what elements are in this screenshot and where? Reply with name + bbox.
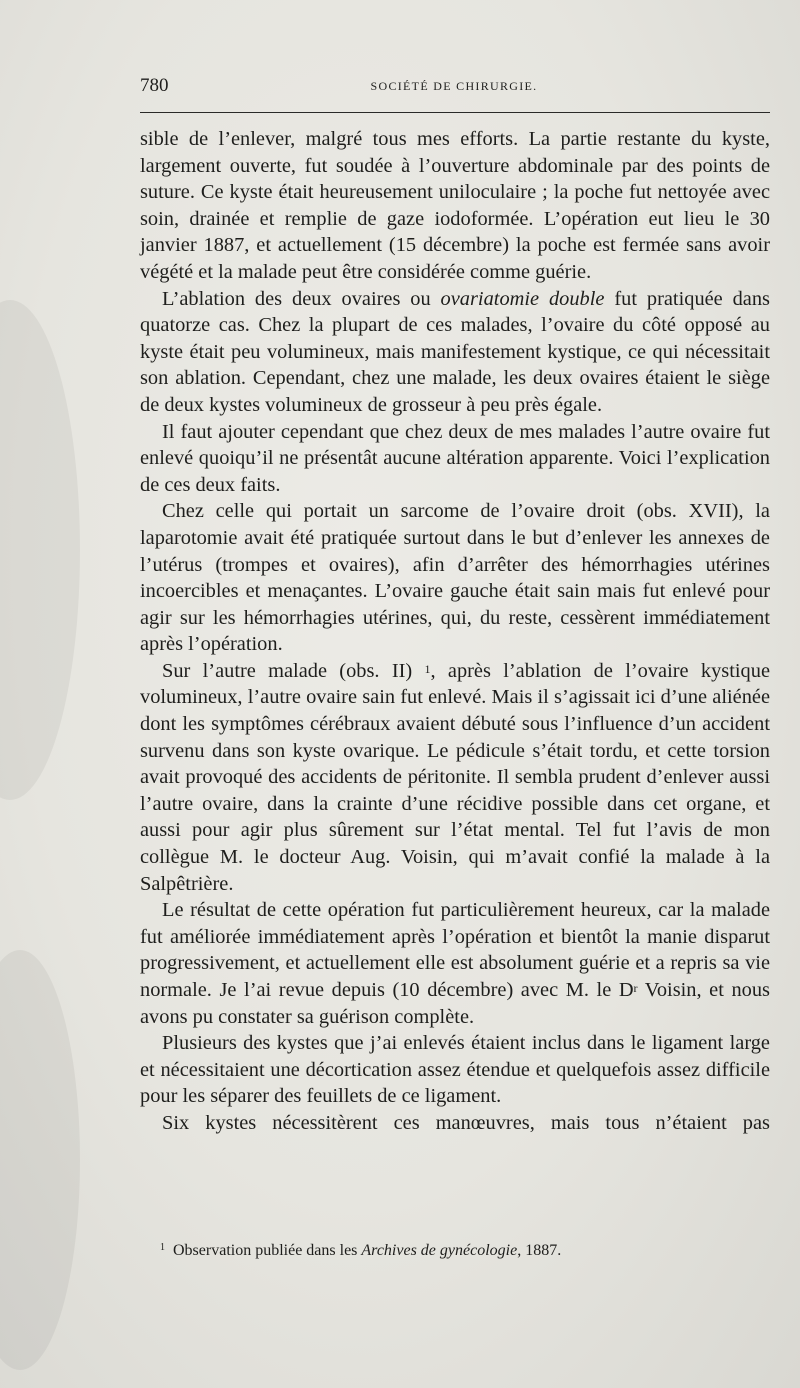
paragraph-2-text: fut pratiquée dans quatorze cas. Chez la plupart de ces malades, l’ovaire du côté opposé au kyste était peu volumineux, mais manifestement kystique, ce qui nécessitait son ablation. Cependant, chez une malade, les deux ovaires étaient le siège de deux kystes volumineux de grosseur à peu près égale. xyxy=(140,287,770,416)
footnote-marker: 1 xyxy=(160,1242,165,1253)
page-stain xyxy=(0,950,80,1370)
abbreviation-superscript: r xyxy=(633,981,638,995)
page-stain xyxy=(0,300,80,800)
page-header xyxy=(140,75,768,99)
footnote-text: Observation publiée dans les xyxy=(173,1242,362,1259)
paragraph-2 xyxy=(140,286,770,419)
running-head: SOCIÉTÉ DE CHIRURGIE. xyxy=(370,79,538,93)
paragraph-8: Six kystes nécessitèrent ces manœuvres, mais tous n’étaient pas xyxy=(162,1111,770,1134)
header-rule xyxy=(140,112,770,113)
paragraph-2-text: L’ablation des deux ovaires ou xyxy=(162,287,441,310)
footnote-journal-title: Archives de gynécologie xyxy=(361,1242,518,1259)
italic-term: ovariatomie double xyxy=(440,287,605,310)
paragraph-5-text: , après l’ablation de l’ovaire kystique volumineux, l’autre ovaire sain fut enlevé. Mais il s’agissait ici d’une aliénée dont les symptômes cérébraux avaient débuté sous l’influence d’un accident survenu dans son kyste ovarique. Le pédicule s’était tordu, et cette torsion avait provoqué des accidents de péritonite. Il sembla prudent d’enlever aussi l’autre ovaire, dans la crainte d’une récidive possible dans cet organe, et aussi pour agir plus sûrement sur l’état mental. Tel fut l’avis de mon collègue M. le docteur Aug. Voisin, qui m’avait confié la malade à la Salpêtrière. xyxy=(140,659,770,895)
body-text xyxy=(140,126,770,1137)
paragraph-6 xyxy=(140,897,770,1030)
footnote-reference: 1 xyxy=(424,661,431,676)
page-number: 780 xyxy=(140,75,169,96)
footnote xyxy=(160,1242,770,1260)
paragraph-3: Il faut ajouter cependant que chez deux de mes malades l’autre ovaire fut enlevé quoiqu’il ne présentât aucune altération apparente. Voici l’explication de ces deux faits. xyxy=(140,420,770,496)
footnote-text: , 1887. xyxy=(517,1242,562,1259)
paragraph-1: sible de l’enlever, malgré tous mes efforts. La partie restante du kyste, largement ouverte, fut soudée à l’ouverture abdominale par des points de suture. Ce kyste était heureusement uniloculaire ; la poche fut nettoyée avec soin, drainée et remplie de gaze iodoformée. L’opération eut lieu le 30 janvier 1887, et actuellement (15 décembre) la poche est fermée sans avoir végété et la malade peut être considérée comme guérie. xyxy=(140,128,770,283)
paragraph-7: Plusieurs des kystes que j’ai enlevés étaient inclus dans le ligament large et nécessitaient une décortication assez étendue et quelquefois assez difficile pour les séparer des feuillets de ce ligament. xyxy=(140,1032,770,1108)
paragraph-6-text: Voisin, et nous avons pu constater sa guérison complète. xyxy=(140,979,770,1028)
paragraph-5-text: Sur l’autre malade (obs. II) xyxy=(162,659,425,682)
paragraph-6-text: Le résultat de cette opération fut particulièrement heureux, car la malade fut améliorée immédiatement après l’opération et bientôt la manie disparut progressivement, et actuellement elle est absolument guérie et a repris sa vie normale. Je l’ai revue depuis (10 décembre) avec M. le D xyxy=(140,899,770,1001)
paragraph-5 xyxy=(140,658,770,897)
paragraph-4: Chez celle qui portait un sarcome de l’ovaire droit (obs. XVII), la laparotomie avait été pratiquée surtout dans le but d’enlever les annexes de l’utérus (trompes et ovaires), afin d’arrêter des hémorrhagies utérines incoercibles et menaçantes. L’ovaire gauche était sain mais fut enlevé pour agir sur les hémorrhagies utérines, qui, du reste, cessèrent immédiatement après l’opération. xyxy=(140,500,770,656)
